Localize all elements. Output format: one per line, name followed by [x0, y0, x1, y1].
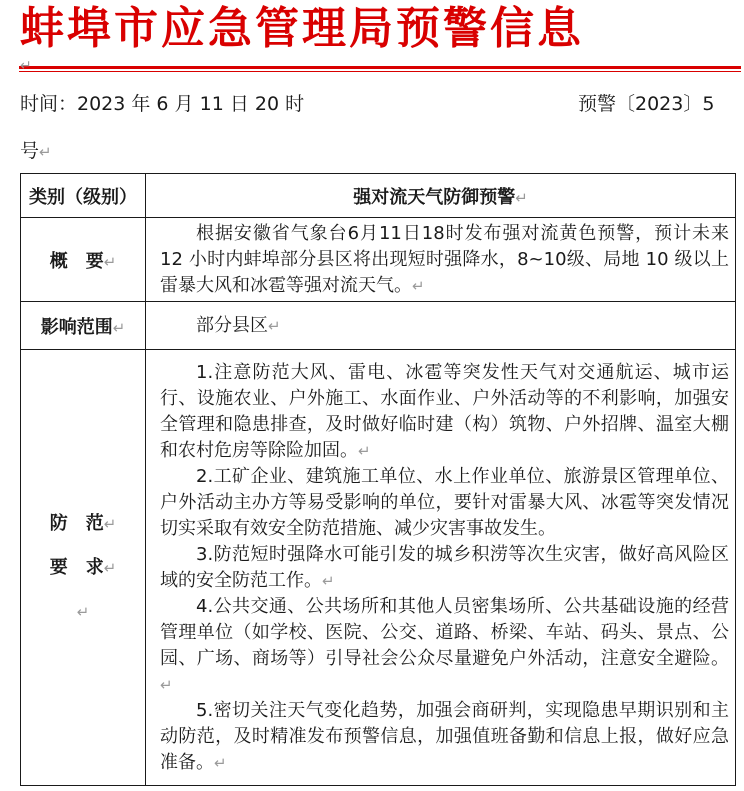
table-row-scope: [21, 302, 736, 350]
list-item: 5.密切关注天气变化趋势，加强会商研判，实现隐患早期识别和主动防范，及时精准发布预警信息，加强值班备勤和信息上报，做好应急准备。↵: [160, 699, 729, 773]
list-item: 2.工矿企业、建筑施工单位、水上作业单位、旅游景区管理单位、户外活动主办方等易受影响的单位，要针对雷暴大风、冰雹等突发情况切实采取有效安全防范措施、减少灾害事故发生。: [160, 465, 729, 539]
measures-label: 防 范↵ 要 求↵ ↵: [21, 350, 146, 786]
table-row-summary: [21, 218, 736, 302]
warning-table: [20, 173, 736, 786]
table-row-measures: [21, 350, 736, 786]
issue-time: 时间：2023 年 6 月 11 日 20 时: [20, 93, 305, 115]
list-item: 4.公共交通、公共场所和其他人员密集场所、公共基础设施的经营管理单位（如学校、医院、公交、道路、桥梁、车站、码头、景点、公园、广场、商场等）引导社会公众尽量避免户外活动，注意安全避险。↵: [160, 595, 729, 694]
summary-label: 概 要↵: [21, 218, 146, 302]
category-label: 类别（级别）: [21, 174, 146, 218]
document-title: 蚌埠市应急管理局预警信息: [20, 3, 584, 54]
summary-text: 根据安徽省气象台6月11日18时发布强对流黄色预警，预计未来 12 小时内蚌埠部分县区将出现短时强降水，8~10级、局地 10 级以上雷暴大风和冰雹等强对流天气。↵: [146, 218, 736, 302]
title-red-rule: [19, 66, 741, 69]
measures-text: [146, 350, 736, 786]
table-row-category: [21, 174, 736, 218]
title-red-rule-thin: [19, 71, 741, 72]
scope-label: 影响范围↵: [21, 302, 146, 350]
scope-value: 部分县区↵: [146, 302, 736, 350]
paragraph-mark: ↵: [20, 58, 32, 74]
category-value: 强对流天气防御预警↵: [146, 174, 736, 218]
warning-number: 预警〔2023〕5: [578, 93, 715, 115]
list-item: 3.防范短时强降水可能引发的城乡积涝等次生灾害，做好高风险区域的安全防范工作。↵: [160, 543, 729, 591]
warning-number-suffix: 号↵: [20, 140, 52, 162]
list-item: 1.注意防范大风、雷电、冰雹等突发性天气对交通航运、城市运行、设施农业、户外施工、水面作业、户外活动等的不利影响，加强安全管理和隐患排查，及时做好临时建（构）筑物、户外招牌、温室大棚和农村危房等除险加固。↵: [160, 361, 729, 461]
